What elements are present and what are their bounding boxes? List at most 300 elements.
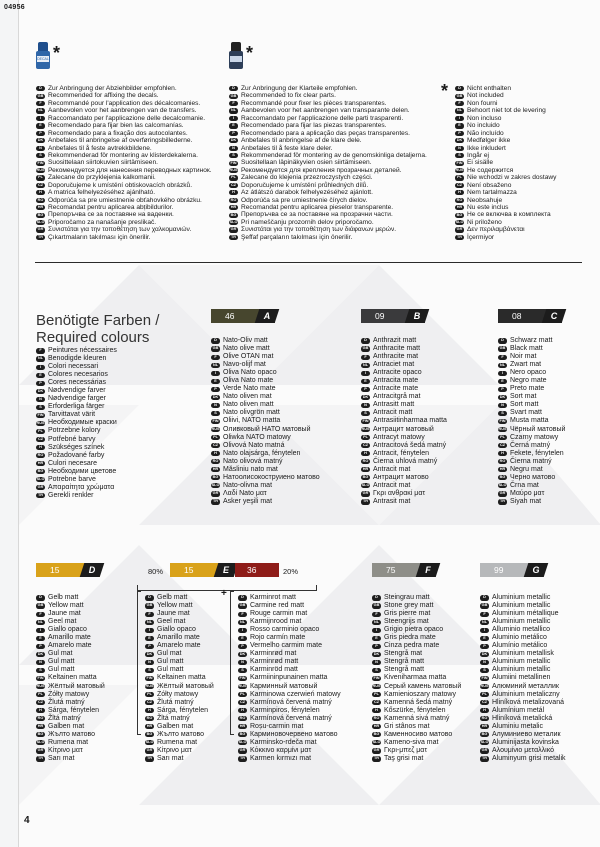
language-flag-icon: P (145, 644, 154, 649)
language-flag-icon: SLO (372, 740, 381, 745)
list-item (36, 403, 117, 411)
language-flag-icon: NL (373, 619, 380, 624)
language-flag-icon: RO (239, 716, 246, 721)
list-item-text: Рекомендуется для крепления прозрачных деталей. (241, 166, 402, 174)
language-flag-icon: P (36, 131, 45, 136)
list-item (211, 361, 320, 369)
list-item-text: Zur Anbringung der Klarteile empfohlen. (241, 85, 358, 92)
list-item-text: Raccomandato per l'applicazione delle decalcomanie. (48, 114, 206, 122)
language-flag-icon: DK (230, 138, 237, 143)
list-item-text: Жълто матово (48, 730, 95, 738)
language-flag-icon: D (498, 338, 507, 343)
language-flag-icon: GB (146, 603, 153, 608)
language-flag-icon: TR (373, 756, 380, 761)
list-item (498, 417, 565, 425)
list-item (36, 747, 105, 755)
list-item (145, 618, 214, 626)
paint-letter: A (263, 311, 271, 321)
list-item-text: Aluminium metallisk (492, 650, 554, 658)
list-item-text: Karminrød matt (250, 658, 299, 666)
list-item-text: Rekommenderad för montering av klisterdekalerna. (48, 151, 198, 159)
list-item-text: Cinza pedra mate (384, 642, 440, 650)
list-item-text: Siyah mat (510, 497, 542, 505)
language-flag-icon: PL (145, 692, 154, 697)
list-item (36, 204, 212, 211)
list-item (36, 460, 117, 468)
list-item-text: Карминный матовый (250, 682, 318, 690)
list-item (455, 115, 556, 122)
list-item-text: Jaune mat (48, 610, 81, 618)
language-flag-icon: S (229, 153, 238, 158)
list-item (36, 707, 105, 715)
list-item (238, 594, 341, 602)
list-item-text: Nie wchodzi w zakres dostawy (467, 174, 557, 182)
list-item (36, 115, 212, 122)
paint-letter-badge (542, 309, 567, 323)
mix-bracket (137, 585, 317, 591)
language-flag-icon: BG (373, 732, 380, 737)
language-flag-icon: I (211, 371, 220, 376)
language-flag-icon: D (36, 595, 45, 600)
list-item (145, 739, 214, 747)
language-flag-icon: HR (37, 205, 44, 210)
language-flag-icon: RO (146, 716, 153, 721)
list-item-text: Antrasitt matt (373, 401, 415, 409)
language-flag-icon: CZ (499, 443, 506, 448)
list-item (36, 189, 212, 196)
list-item (36, 387, 117, 395)
list-item-text: Κόκκινο καρμίνι ματ (250, 746, 312, 754)
list-item (211, 377, 320, 385)
language-flag-icon: FIN (37, 160, 44, 165)
language-flag-icon: FIN (212, 418, 219, 423)
list-item-text: Recomendado para a aplicação das peças transparentes. (241, 129, 410, 137)
list-bracket-right (230, 591, 234, 735)
language-flag-icon: N (36, 660, 45, 665)
language-flag-icon: DK (373, 651, 380, 656)
list-item-text: Rumena mat (48, 738, 89, 746)
list-item-text: Жълто матово (157, 730, 204, 738)
list-item-text: Negro mate (510, 377, 547, 385)
list-item-text: Alluminio metallico (492, 626, 550, 634)
language-flag-icon: N (211, 403, 220, 408)
list-item (36, 691, 105, 699)
list-item (480, 747, 566, 755)
list-item (361, 458, 447, 466)
language-flag-icon: P (238, 644, 247, 649)
language-flag-icon: CZ (212, 443, 219, 448)
list-item-text: Žlutá matný (48, 698, 85, 706)
list-item-text: Szükséges színek (48, 443, 105, 451)
language-flag-icon: S (361, 411, 370, 416)
list-item-text: Karminröd matt (250, 666, 298, 674)
list-item (455, 92, 556, 99)
language-flag-icon: RUS (36, 683, 45, 688)
list-item-text: Amarelo mate (48, 642, 92, 650)
list-item-text: Navo-olijf mat (223, 361, 266, 369)
list-item-text: Необходимые краски (48, 419, 117, 427)
list-item (480, 610, 566, 618)
list-item (36, 666, 105, 674)
list-item (211, 498, 320, 506)
list-item (229, 226, 427, 233)
language-flag-icon: D (211, 338, 220, 343)
list-item-text: Препоръчва се за поставяне на ваденки. (48, 211, 174, 219)
list-item (498, 377, 565, 385)
list-item (145, 674, 214, 682)
language-flag-icon: GB (37, 93, 44, 98)
language-flag-icon: E (455, 123, 464, 128)
list-item-text: Karmiininpunainen matta (250, 674, 328, 682)
list-item-text: Каменносиво матово (384, 730, 453, 738)
list-item (211, 369, 320, 377)
list-item (145, 626, 214, 634)
list-item-text: Raccomandato per l'applicazione delle parti trasparenti. (241, 114, 404, 122)
language-flag-icon: BG (456, 212, 463, 217)
list-item (372, 755, 461, 763)
list-item (372, 610, 461, 618)
language-flag-icon: BG (481, 732, 488, 737)
list-item (455, 137, 556, 144)
list-item-text: Žltá matný (157, 714, 190, 722)
list-item-text: Aanbevolen voor het aanbrengen van transparante delen. (241, 107, 410, 115)
language-flag-icon: SLO (229, 220, 238, 224)
paint-number-tag (235, 563, 279, 577)
list-item (229, 130, 427, 137)
language-flag-icon: GB (212, 346, 219, 351)
paint-name-list (145, 594, 214, 763)
language-flag-icon: E (361, 379, 370, 384)
list-item (229, 145, 427, 152)
list-item (36, 174, 212, 181)
list-item-text: Gris pierre mat (384, 610, 431, 618)
list-item-text: Aluminium metaliczny (492, 690, 560, 698)
list-item (36, 152, 212, 159)
list-item (372, 699, 461, 707)
list-item-text: Čierna matný (510, 457, 552, 465)
list-item-text: Keltainen matta (48, 674, 97, 682)
list-item (361, 369, 447, 377)
list-item (361, 401, 447, 409)
list-item (361, 450, 447, 458)
language-flag-icon: F (36, 612, 45, 617)
list-item-text: Oliwka NATO matowy (223, 433, 291, 441)
list-item-text: Antracyt matowy (373, 433, 425, 441)
list-item (238, 650, 341, 658)
language-flag-icon: SLO (238, 740, 247, 745)
language-flag-icon: RUS (498, 426, 507, 431)
paint-name-list (498, 337, 565, 506)
language-flag-icon: N (480, 660, 489, 665)
language-flag-icon: E (145, 636, 154, 641)
list-item-text: Препоръчва се за поставяне на прозрачни части. (241, 211, 393, 219)
list-item-text: Fekete, fénytelen (510, 449, 564, 457)
list-item (36, 226, 212, 233)
list-item-text: Ingår ej (467, 151, 489, 159)
list-item (498, 353, 565, 361)
list-item (480, 731, 566, 739)
language-flag-icon: CZ (37, 700, 44, 705)
list-item (480, 594, 566, 602)
list-item (229, 189, 427, 196)
language-flag-icon: FIN (239, 675, 246, 680)
language-flag-icon: E (36, 123, 45, 128)
list-item (372, 618, 461, 626)
language-flag-icon: RUS (229, 167, 238, 172)
list-item-text: Kiveniharmaa matta (384, 674, 447, 682)
paint-number: 09 (375, 311, 385, 321)
list-item-text: Aanbevolen voor het aanbrengen van de transfers. (48, 107, 197, 115)
list-item-text: Nato olive matt (223, 345, 270, 353)
language-flag-icon: SLO (36, 740, 45, 745)
language-flag-icon: DK (481, 651, 488, 656)
list-item (238, 683, 341, 691)
paint-letter: C (550, 311, 558, 321)
language-flag-icon: S (145, 668, 154, 673)
list-item-text: Kamenná šedá matný (384, 698, 453, 706)
language-flag-icon: S (36, 153, 45, 158)
list-item-text: Anbefales til anbringelse af overføringsbillederne. (48, 137, 193, 145)
paint-letter-badge (416, 563, 441, 577)
list-item-text: Antrasit mat (373, 497, 411, 505)
list-item-text: Aluminio metálico (492, 634, 547, 642)
language-flag-icon: NL (456, 108, 463, 113)
list-item-text: Noir mat (510, 353, 537, 361)
language-flag-icon: PL (361, 435, 370, 440)
language-flag-icon: PL (238, 692, 247, 697)
language-flag-icon: H (36, 445, 45, 450)
list-item (211, 442, 320, 450)
list-item-text: Aluminijasta kovinska (492, 738, 559, 746)
language-flag-icon: DK (362, 394, 369, 399)
paint-number-tag (480, 563, 544, 577)
list-item (145, 691, 214, 699)
list-item-text: Potřebné barvy (48, 435, 96, 443)
list-item (372, 747, 461, 755)
list-item-text: Karminrød mat (250, 650, 297, 658)
language-flag-icon: SLO (145, 740, 154, 745)
list-item (36, 444, 117, 452)
list-item-text: Karminrot matt (250, 594, 296, 601)
paint-name-list (211, 337, 320, 506)
list-item (36, 85, 212, 92)
language-flag-icon: SLO (36, 477, 45, 482)
list-item (211, 385, 320, 393)
list-item-text: Sárga, fénytelen (157, 706, 208, 714)
list-item-text: Nem tartalmazza (467, 189, 517, 197)
list-item-text: Tarvittavat värit (48, 411, 96, 419)
list-item-text: Olivová Nato matná (223, 441, 285, 449)
language-flag-icon: GB (37, 603, 44, 608)
language-flag-icon: H (498, 451, 507, 456)
language-flag-icon: NL (481, 619, 488, 624)
list-item-text: Colores necesarios (48, 371, 108, 379)
paint-number: 36 (247, 565, 257, 575)
list-item (455, 152, 556, 159)
list-item (455, 226, 556, 233)
list-item (498, 337, 565, 345)
list-item-text: Gul matt (157, 666, 184, 674)
language-flag-icon: GR (37, 227, 44, 232)
language-flag-icon: N (498, 403, 507, 408)
paint-number: 08 (512, 311, 522, 321)
language-flag-icon: P (36, 644, 45, 649)
language-flag-icon: FIN (230, 160, 237, 165)
language-flag-icon: BG (146, 732, 153, 737)
list-item-text: Preto mate (510, 385, 545, 393)
language-flag-icon: SLO (36, 220, 45, 224)
list-item-text: Stengrå matt (384, 658, 425, 666)
paint-number-tag (498, 309, 562, 323)
list-item (36, 137, 212, 144)
not-included-asterisk-icon: * (441, 81, 449, 101)
language-flag-icon: NL (37, 619, 44, 624)
language-flag-icon: CZ (456, 182, 463, 187)
list-item (36, 755, 105, 763)
paint-name-list (36, 594, 105, 763)
language-flag-icon: RUS (36, 420, 45, 425)
language-flag-icon: RO (37, 197, 44, 202)
list-item-text: Non incluso (467, 114, 502, 122)
list-item-text: Jaune mat (157, 610, 190, 618)
list-item (238, 739, 341, 747)
paint-letter-badge (255, 309, 280, 323)
list-item (211, 474, 320, 482)
list-item (36, 427, 117, 435)
list-item-text: Sárga, fénytelen (48, 706, 99, 714)
language-flag-icon: F (36, 348, 45, 353)
list-item (238, 666, 341, 674)
list-item-text: Gelb matt (157, 594, 188, 601)
list-item-text: A matrica felhelyezéséhez ajánlható. (48, 189, 156, 197)
language-flag-icon: N (455, 146, 464, 151)
list-item-text: Žltá matný (48, 714, 81, 722)
list-item (361, 434, 447, 442)
list-item (480, 699, 566, 707)
list-item (480, 626, 566, 634)
language-flag-icon: P (211, 387, 220, 392)
list-item-text: Keltainen matta (157, 674, 206, 682)
language-flag-icon: D (455, 86, 464, 91)
paint-number-tag (372, 563, 436, 577)
list-item (455, 122, 556, 129)
language-flag-icon: H (36, 708, 45, 713)
language-flag-icon: PL (211, 435, 220, 440)
list-item-text: Požadované farby (48, 451, 105, 459)
list-item (36, 182, 212, 189)
language-flag-icon: CZ (481, 700, 488, 705)
list-item-text: Ei sisälle (467, 159, 494, 167)
list-item (36, 739, 105, 747)
language-flag-icon: PL (229, 175, 238, 180)
list-item (145, 723, 214, 731)
language-flag-icon: GR (373, 748, 380, 753)
required-colours-heading: Benötigte Farben / Required colours (36, 312, 160, 346)
list-item (498, 474, 565, 482)
list-item-text: Suosittelaan siirtokuvien siirtämiseen. (48, 159, 158, 167)
language-flag-icon: TR (212, 499, 219, 504)
list-item-text: Antracita mate (373, 377, 419, 385)
list-item (498, 345, 565, 353)
list-item (361, 417, 447, 425)
list-item-text: Gul mat (157, 650, 182, 658)
language-flag-icon: P (455, 131, 464, 136)
list-item-text: Recomandat pentru aplicarea abțibildurilor. (48, 204, 174, 211)
list-item-text: Aluminium metallic (492, 602, 551, 610)
list-item-text: Odporúča sa pre umiestnenie čírych dielov. (241, 196, 368, 204)
list-item (238, 747, 341, 755)
language-flag-icon: N (145, 660, 154, 665)
language-flag-icon: BG (499, 475, 506, 480)
language-flag-icon: NL (230, 108, 237, 113)
language-flag-icon: I (498, 371, 507, 376)
language-flag-icon: RUS (372, 683, 381, 688)
language-flag-icon: RUS (36, 167, 45, 172)
language-flag-icon: F (229, 101, 238, 106)
list-item-text: Amarillo mate (157, 634, 200, 642)
list-item (36, 419, 117, 427)
list-item-text: Nato olivová matný (223, 457, 283, 465)
list-item (480, 739, 566, 747)
language-flag-icon: SLO (361, 483, 370, 488)
list-item-text: Kőszürke, fénytelen (384, 706, 446, 714)
list-item-text: Čierna uhlová matný (373, 457, 438, 465)
paint-letter: D (88, 565, 96, 575)
list-item-text: Recommended to fix clear parts. (241, 92, 336, 100)
list-item (36, 371, 117, 379)
list-item (229, 85, 427, 92)
list-item-text: Recomendado para fijar bien las calcomanías. (48, 122, 184, 130)
list-item-text: Gelb matt (48, 594, 79, 601)
list-item (361, 361, 447, 369)
list-item (211, 466, 320, 474)
language-flag-icon: GR (239, 748, 246, 753)
list-item (361, 337, 447, 345)
language-flag-icon: I (372, 628, 381, 633)
list-item (361, 426, 447, 434)
list-item-text: Neobsahuje (467, 196, 503, 204)
language-flag-icon: NL (146, 619, 153, 624)
list-item (372, 626, 461, 634)
language-flag-icon: N (36, 146, 45, 151)
language-flag-icon: D (229, 86, 238, 91)
list-item-text: Αλουμίνιο μεταλλικό (492, 746, 554, 754)
language-flag-icon: HR (481, 724, 488, 729)
list-item (455, 107, 556, 114)
list-item-text: Sort matt (510, 401, 539, 409)
list-item (36, 731, 105, 739)
language-flag-icon: I (36, 365, 45, 370)
list-item-text: Anbefales til å feste avtrekkbildene. (48, 144, 152, 152)
list-item (211, 450, 320, 458)
language-flag-icon: F (480, 612, 489, 617)
list-item-text: Doporučujeme k umístění průhledných dílů. (241, 181, 369, 189)
list-item-text: Aluminium metallic (492, 658, 551, 666)
list-item (480, 618, 566, 626)
list-item-text: Stone grey matt (384, 602, 434, 610)
list-item (238, 674, 341, 682)
list-item-text: Recomendado para fijar las piezas transparentes. (241, 122, 387, 130)
list-item (211, 458, 320, 466)
list-item (361, 498, 447, 506)
list-item (372, 674, 461, 682)
list-item-text: Λαδί Nato ματ (223, 489, 267, 497)
list-item-text: Gerekli renkler (48, 491, 94, 499)
language-flag-icon: D (361, 338, 370, 343)
list-item (145, 642, 214, 650)
list-item-text: Črna mat (510, 481, 539, 489)
list-item (238, 731, 341, 739)
